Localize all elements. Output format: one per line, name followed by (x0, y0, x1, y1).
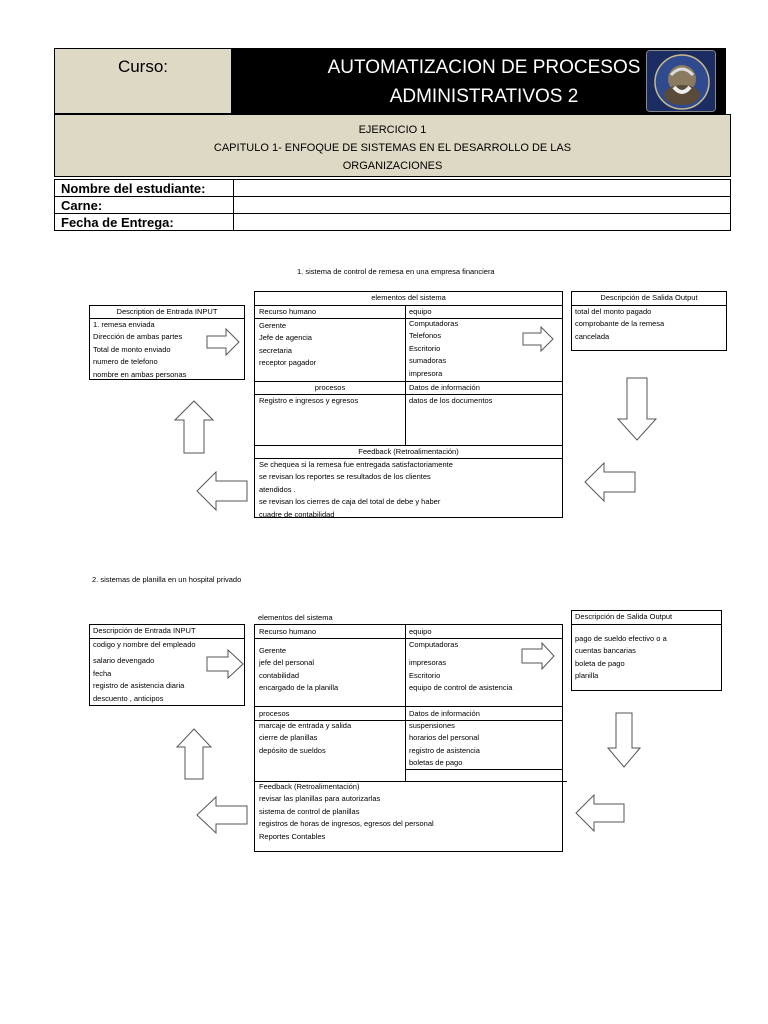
diagram1-input-item: Dirección de ambas partes (93, 332, 183, 342)
diagram2-info-header: Datos de información (409, 709, 480, 718)
diagram2-output-item: cuentas bancarias (575, 646, 636, 656)
student-name-field[interactable] (234, 180, 731, 197)
diagram1-info-header: Datos de información (409, 383, 480, 392)
right-arrow-icon (206, 328, 240, 356)
diagram1-info-item: datos de los documentos (409, 396, 493, 405)
up-arrow-icon (176, 728, 212, 780)
diagram1-proc-item: Registro e ingresos y egresos (259, 396, 359, 405)
diagram1-proc-header: procesos (314, 383, 346, 392)
diagram2-output-item: planilla (575, 671, 599, 681)
student-id-label: Carne: (55, 197, 234, 214)
diagram2-input-item: salario devengado (93, 656, 155, 666)
course-title-line1: AUTOMATIZACION DE PROCESOS (327, 57, 641, 78)
diagram1-input-item: Total de monto enviado (93, 344, 171, 354)
diagram2-info-item: boletas de pago (409, 758, 463, 768)
diagram1-equip-header: equipo (409, 307, 432, 316)
left-arrow-icon (584, 462, 636, 502)
diagram2-output-header: Descripción de Salida Output (572, 611, 721, 625)
diagram1-output-item: comprobante de la remesa (575, 319, 665, 329)
diagram2-input-item: registro de asistencia diaria (93, 681, 185, 691)
diagram1-equip-list (409, 318, 458, 380)
diagram2-proc-item: cierre de planillas (259, 733, 318, 743)
diagram2-input-item: descuento , anticipos (93, 693, 164, 703)
diagram2-proc-item: marcaje de entrada y salida (259, 721, 352, 730)
delivery-date-label: Fecha de Entrega: (55, 214, 234, 231)
university-logo (646, 50, 716, 112)
diagram2-equip-item: Computadoras (409, 640, 459, 649)
right-arrow-icon (521, 642, 555, 670)
diagram2-equip-header: equipo (409, 627, 432, 636)
diagram2-hr-item: jefe del personal (259, 658, 315, 668)
diagram1-equip-item: Escritorio (409, 343, 441, 353)
diagram1-feedback-item: se revisan los cierres de caja del total de debe y haber (259, 497, 441, 507)
diagram2-system-header: elementos del sistema (258, 613, 333, 622)
diagram1-output-list (572, 306, 726, 343)
diagram2-feedback-list (259, 781, 434, 843)
diagram1-equip-item: impresora (409, 368, 443, 378)
exercise-banner (54, 114, 731, 177)
diagram2-info-list (409, 720, 480, 770)
down-arrow-icon (617, 377, 657, 441)
diagram2-equip-item: equipo de control de asistencia (409, 683, 513, 693)
diagram2-title: 2. sistemas de planilla en un hospital privado (92, 575, 242, 584)
diagram2-input-item: fecha (93, 668, 112, 678)
chapter-line1: CAPITULO 1- ENFOQUE DE SISTEMAS EN EL DESARROLLO DE LAS (213, 142, 572, 154)
diagram2-feedback-header: Feedback (Retroalimentación) (259, 782, 360, 791)
left-arrow-icon (196, 796, 248, 834)
diagram2-proc-header: procesos (259, 709, 290, 718)
diagram1-equip-item: Computadoras (409, 319, 459, 328)
diagram1-feedback-list (259, 459, 453, 521)
right-arrow-icon (522, 326, 554, 352)
diagram1-equip-item: sumadoras (409, 356, 447, 366)
diagram1-hr-item: receptor pagador (259, 358, 317, 368)
diagram2-equip-item: Escritorio (409, 670, 441, 680)
left-arrow-icon (196, 471, 248, 511)
diagram1-system-header: elementos del sistema (371, 293, 446, 302)
diagram1-feedback-item: Se chequea si la remesa fue entregada satisfactoriamente (259, 460, 453, 469)
diagram1-equip-item: Telefonos (409, 331, 442, 341)
diagram1-output-item: total del monto pagado (575, 307, 652, 316)
up-arrow-icon (174, 400, 214, 454)
diagram2-equip-item: impresoras (409, 658, 447, 668)
diagram2-feedback-item: Reportes Contables (259, 831, 326, 841)
diagram1-feedback-item: cuadre de contabilidad (259, 509, 335, 519)
diagram2-system-box (254, 624, 563, 852)
diagram2-input-item: codigo y nombre del empleado (93, 640, 196, 649)
diagram2-output-item: boleta de pago (575, 658, 625, 668)
left-arrow-icon (575, 794, 625, 832)
diagram1-hr-item: Gerente (259, 321, 287, 330)
diagram2-feedback-item: revisar las planillas para autorizarlas (259, 794, 381, 804)
delivery-date-field[interactable] (234, 214, 731, 231)
exercise-title: EJERCICIO 1 (358, 124, 427, 136)
diagram1-hr-item: secretaria (259, 345, 292, 355)
diagram1-input-header: Description de Entrada INPUT (90, 306, 244, 319)
diagram1-system-box (254, 291, 563, 518)
diagram1-hr-list (259, 320, 316, 370)
student-name-label: Nombre del estudiante: (55, 180, 234, 197)
diagram2-hr-header: Recurso humano (259, 627, 317, 636)
diagram1-feedback-header: Feedback (Retroalimentación) (358, 447, 459, 456)
diagram1-output-box (571, 291, 727, 351)
diagram1-hr-header: Recurso humano (259, 307, 317, 316)
diagram2-feedback-item: sistema de control de planillas (259, 806, 360, 816)
diagram1-feedback-item: atendidos . (259, 484, 296, 494)
course-title-line2: ADMINISTRATIVOS 2 (389, 86, 579, 107)
diagram2-feedback-item: registros de horas de ingresos, egresos del personal (259, 819, 434, 829)
chapter-line2: ORGANIZACIONES (342, 160, 443, 172)
course-label-cell (54, 48, 232, 114)
diagram1-input-item: nombre en ambas personas (93, 369, 187, 379)
diagram1-title: 1. sistema de control de remesa en una empresa financiera (297, 267, 495, 276)
right-arrow-icon (206, 649, 244, 679)
diagram2-info-item: registro de asistencia (409, 745, 480, 755)
diagram2-proc-item: depósito de sueldos (259, 745, 326, 755)
diagram2-output-item: pago de sueldo efectivo o a (575, 634, 667, 643)
diagram2-hr-item: encargado de la planilla (259, 683, 339, 693)
diagram2-output-box (571, 610, 722, 691)
diagram2-info-item: horarios del personal (409, 733, 480, 743)
diagram2-proc-list (259, 720, 351, 757)
diagram1-output-header: Descripción de Salida Output (572, 292, 726, 306)
diagram2-equip-list (409, 639, 512, 695)
diagram2-hr-item: contabilidad (259, 670, 300, 680)
diagram1-feedback-item: se revisan los reportes se resultados de los clientes (259, 472, 431, 482)
diagram2-input-header: Descripción de Entrada INPUT (90, 625, 244, 639)
course-label: Curso: (117, 57, 169, 76)
diagram2-info-item: suspensiones (409, 721, 455, 730)
diagram2-output-list (572, 625, 721, 683)
down-arrow-icon (607, 712, 641, 768)
student-id-field[interactable] (234, 197, 731, 214)
diagram1-input-item: 1. remesa enviada (93, 320, 155, 329)
student-info-table (54, 179, 731, 231)
diagram1-input-item: numero de telefono (93, 357, 158, 367)
diagram1-hr-item: Jefe de agencia (259, 333, 312, 343)
diagram2-hr-item: Gerente (259, 646, 287, 655)
diagram2-hr-list (259, 639, 338, 695)
diagram1-output-item: cancelada (575, 331, 610, 341)
